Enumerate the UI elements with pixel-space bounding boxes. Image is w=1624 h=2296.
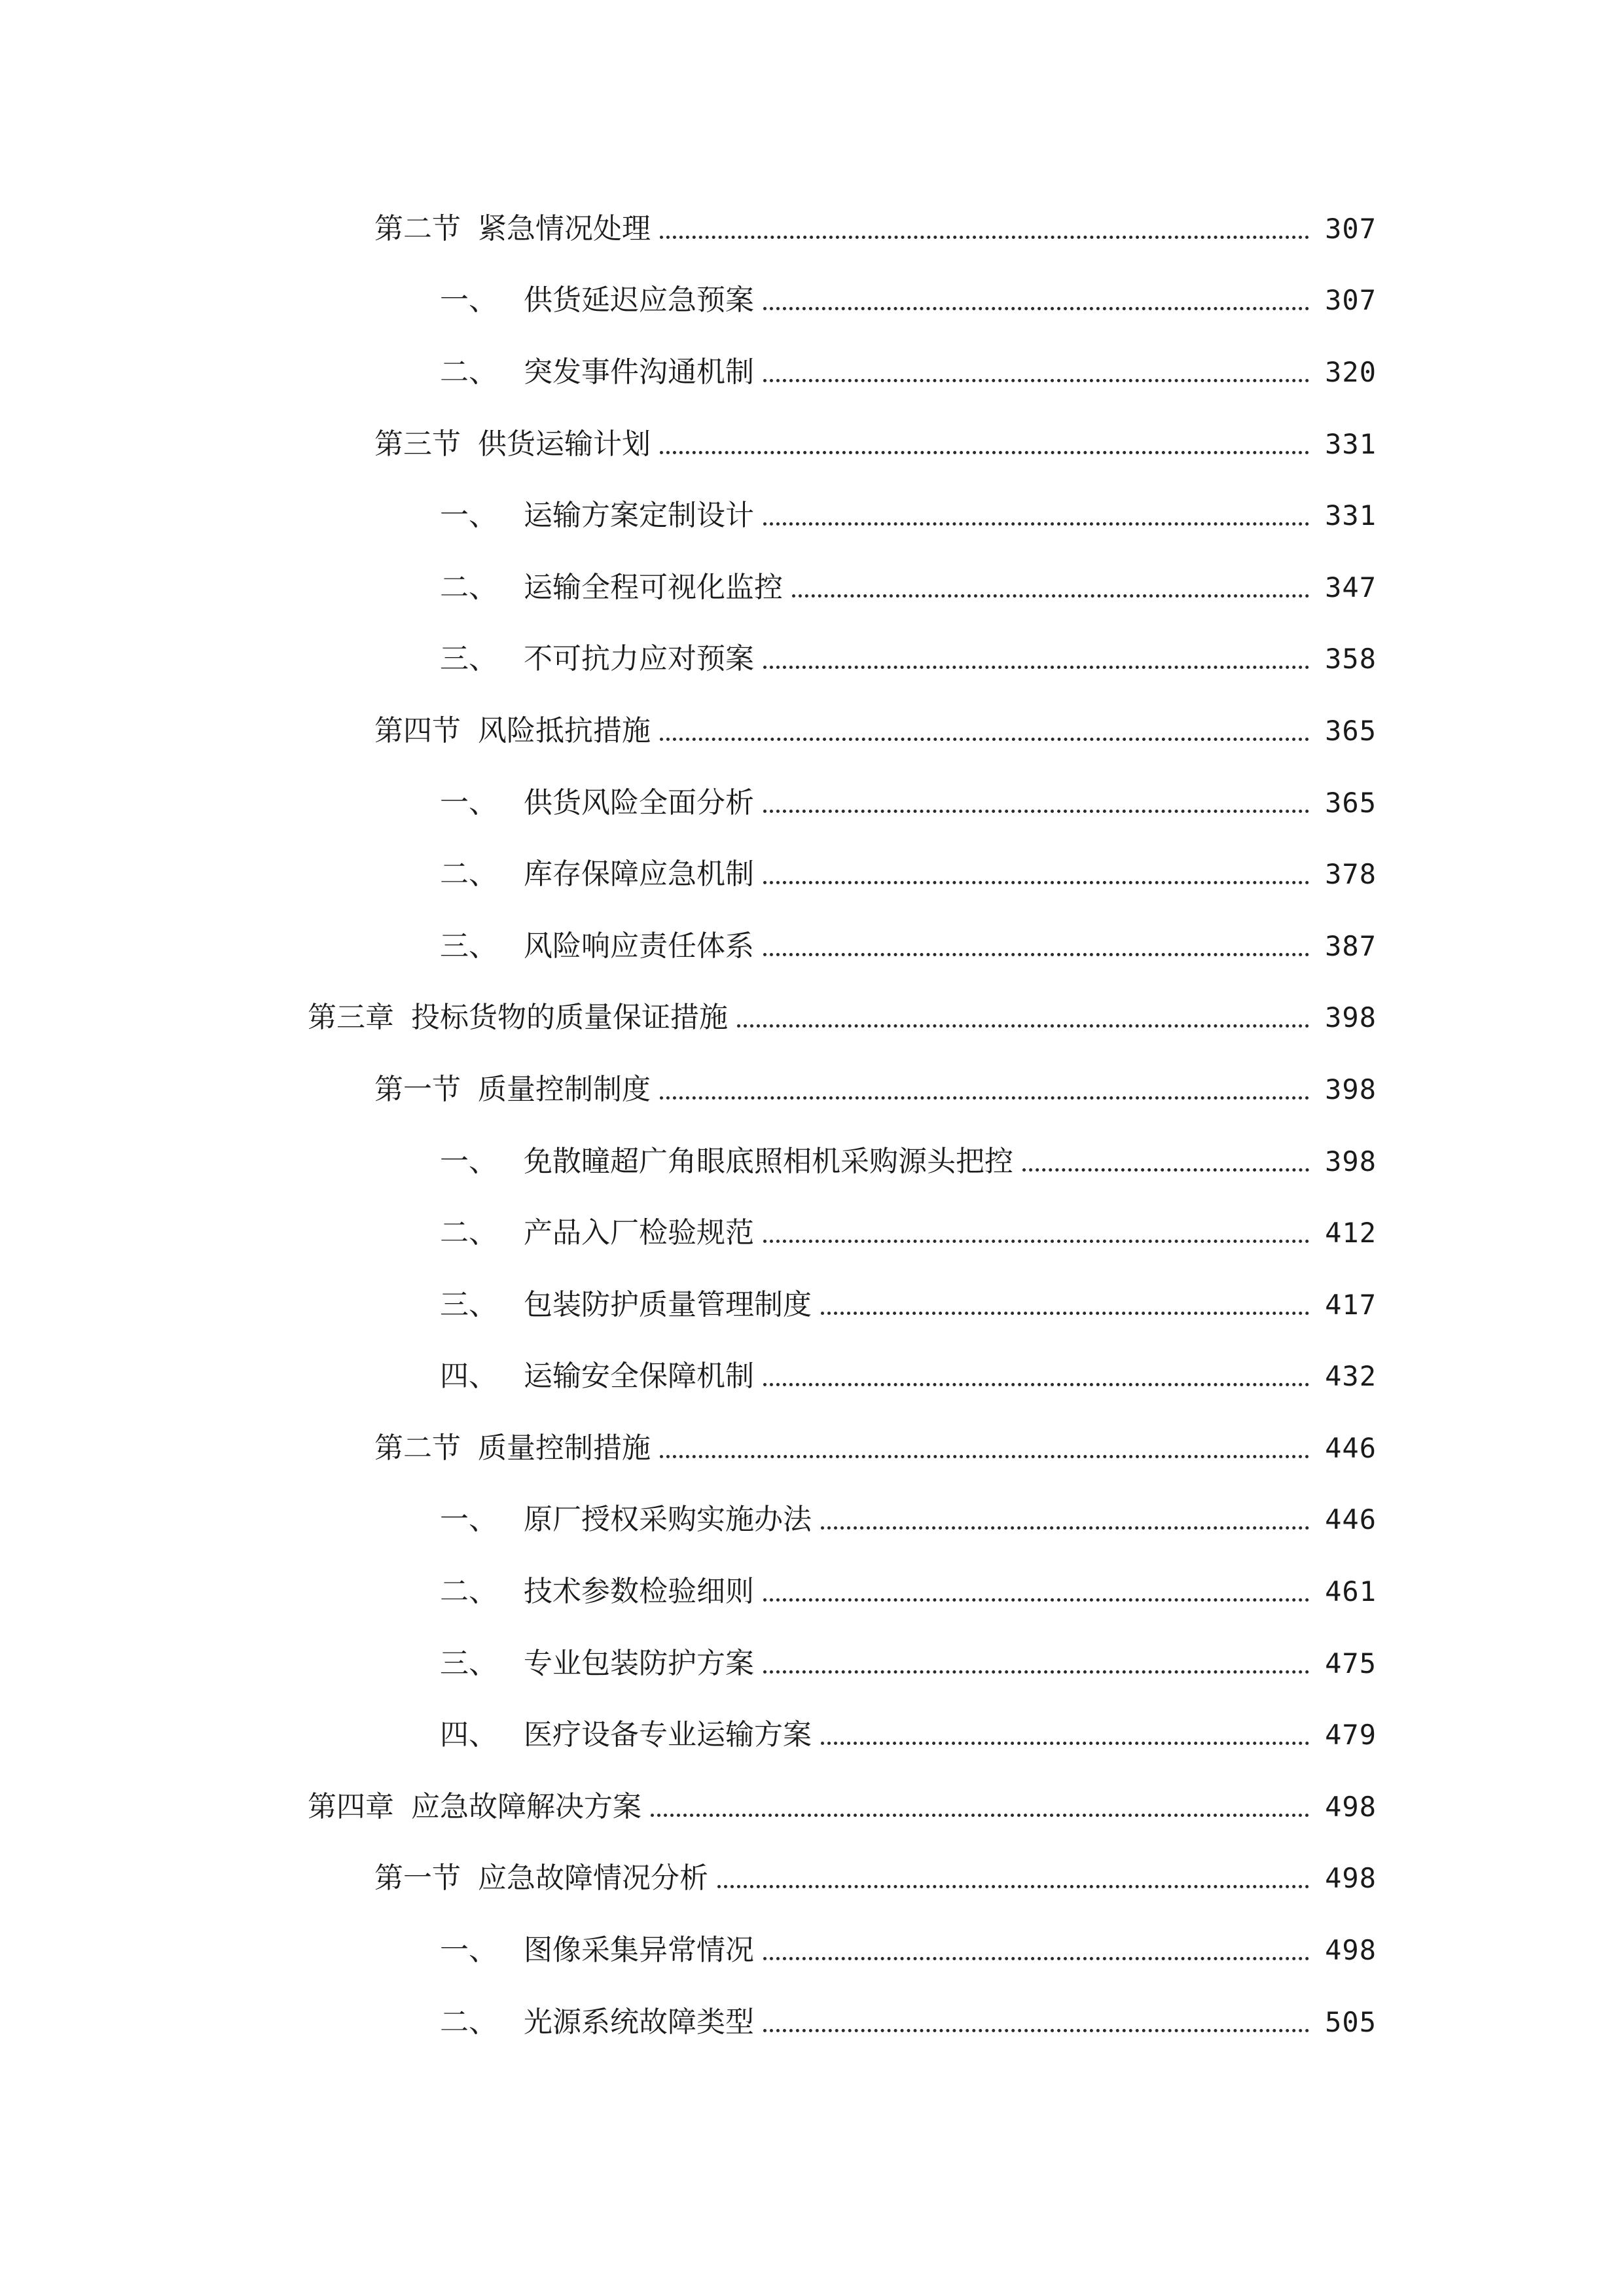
toc-leader-dots (763, 379, 1309, 382)
toc-entry-page: 358 (1325, 643, 1377, 675)
toc-leader-dots (737, 1024, 1309, 1028)
toc-leader-dots (763, 307, 1309, 310)
toc-leader-dots (660, 1096, 1309, 1100)
toc-leader-dots (763, 953, 1309, 956)
toc-leader-dots (821, 1742, 1309, 1745)
toc-entry-number: 三、 (440, 642, 497, 676)
toc-entry-title: 光源系统故障类型 (524, 2005, 754, 2039)
toc-entry-title: 质量控制制度 (478, 1072, 651, 1106)
toc-entry-page: 307 (1325, 284, 1377, 317)
toc-entry-label (440, 1197, 754, 1269)
toc-entry-page: 398 (1325, 1073, 1377, 1105)
toc-entry-page: 446 (1325, 1431, 1377, 1464)
toc-leader-dots (821, 1312, 1309, 1315)
toc-leader-dots (763, 2029, 1309, 2032)
toc-entry-label (440, 1986, 754, 2058)
toc-entry-number: 二、 (440, 2005, 497, 2039)
toc-entry[interactable] (0, 552, 1624, 624)
toc-entry-number: 一、 (440, 283, 497, 317)
toc-entry[interactable] (0, 1412, 1624, 1484)
toc-leader-dots (821, 1526, 1309, 1530)
toc-entry-label (440, 552, 783, 624)
toc-entry[interactable] (0, 193, 1624, 265)
toc-entry-page: 398 (1325, 1145, 1377, 1177)
toc-entry-title: 图像采集异常情况 (524, 1933, 754, 1967)
toc-entry[interactable] (0, 1699, 1624, 1771)
toc-entry[interactable] (0, 1914, 1624, 1986)
toc-entry-title: 技术参数检验细则 (524, 1575, 754, 1609)
toc-entry-number: 第三章 (308, 1001, 394, 1035)
toc-entry[interactable] (0, 624, 1624, 696)
toc-entry-label (374, 193, 651, 265)
toc-entry-page: 417 (1325, 1288, 1377, 1321)
toc-entry-page: 412 (1325, 1217, 1377, 1249)
toc-leader-dots (660, 1455, 1309, 1458)
toc-entry-title: 运输方案定制设计 (524, 499, 754, 533)
toc-entry[interactable] (0, 1843, 1624, 1915)
toc-entry-label (374, 1843, 708, 1915)
toc-entry-title: 供货风险全面分析 (524, 785, 754, 819)
toc-entry-number: 一、 (440, 1933, 497, 1967)
toc-entry-number: 二、 (440, 857, 497, 891)
toc-entry-page: 446 (1325, 1503, 1377, 1536)
toc-leader-dots (763, 1240, 1309, 1243)
toc-entry[interactable] (0, 265, 1624, 337)
toc-leader-dots (763, 1670, 1309, 1674)
toc-entry-title: 风险抵抗措施 (478, 713, 651, 747)
toc-entry-title: 紧急情况处理 (478, 211, 651, 245)
toc-entry-number: 第一节 (374, 1072, 461, 1106)
toc-entry-page: 331 (1325, 427, 1377, 460)
toc-entry-label (440, 838, 754, 910)
toc-entry[interactable] (0, 1484, 1624, 1556)
toc-entry-number: 二、 (440, 1216, 497, 1250)
toc-entry[interactable] (0, 1269, 1624, 1341)
toc-entry-page: 365 (1325, 714, 1377, 747)
toc-entry[interactable] (0, 910, 1624, 982)
table-of-contents (0, 193, 1624, 2058)
toc-entry-label (440, 1484, 812, 1556)
toc-entry-number: 第四节 (374, 713, 461, 747)
toc-leader-dots (660, 236, 1309, 239)
toc-entry-title: 应急故障解决方案 (411, 1789, 641, 1823)
toc-leader-dots (763, 881, 1309, 884)
toc-entry-title: 突发事件沟通机制 (524, 355, 754, 389)
toc-entry-label (440, 336, 754, 408)
toc-entry-page: 378 (1325, 858, 1377, 891)
toc-leader-dots (763, 1957, 1309, 1960)
toc-entry-label (440, 1628, 754, 1700)
toc-entry[interactable] (0, 1771, 1624, 1843)
toc-entry-label (440, 624, 754, 696)
toc-entry-page: 398 (1325, 1001, 1377, 1034)
toc-entry-label (440, 480, 754, 552)
toc-entry-title: 风险响应责任体系 (524, 929, 754, 963)
toc-entry-label (374, 408, 651, 480)
toc-entry[interactable] (0, 1986, 1624, 2058)
toc-entry[interactable] (0, 1628, 1624, 1700)
toc-entry-page: 432 (1325, 1360, 1377, 1393)
toc-entry-page: 307 (1325, 212, 1377, 245)
toc-entry-number: 四、 (440, 1359, 497, 1393)
toc-entry-label (440, 767, 754, 839)
toc-entry-label (440, 1126, 1013, 1198)
toc-entry[interactable] (0, 1197, 1624, 1269)
toc-entry[interactable] (0, 982, 1624, 1054)
toc-entry-label (308, 1771, 641, 1843)
toc-leader-dots (792, 594, 1309, 598)
toc-entry[interactable] (0, 1054, 1624, 1126)
toc-entry-number: 一、 (440, 785, 497, 819)
toc-entry-page: 498 (1325, 1790, 1377, 1823)
toc-entry-page: 347 (1325, 571, 1377, 603)
toc-entry-number: 二、 (440, 355, 497, 389)
toc-entry-page: 320 (1325, 355, 1377, 388)
toc-leader-dots (660, 738, 1309, 741)
toc-entry[interactable] (0, 1556, 1624, 1628)
toc-entry-number: 第二节 (374, 1431, 461, 1465)
toc-entry-title: 免散瞳超广角眼底照相机采购源头把控 (524, 1144, 1013, 1178)
toc-entry-page: 479 (1325, 1719, 1377, 1751)
toc-entry-number: 三、 (440, 1646, 497, 1680)
toc-entry-title: 质量控制措施 (478, 1431, 651, 1465)
toc-entry[interactable] (0, 1126, 1624, 1198)
toc-entry-label (374, 695, 651, 767)
toc-entry-title: 应急故障情况分析 (478, 1861, 708, 1895)
toc-entry-page: 505 (1325, 2005, 1377, 2038)
toc-entry-title: 医疗设备专业运输方案 (524, 1718, 812, 1752)
toc-entry-label (440, 1269, 812, 1341)
toc-entry-title: 运输全程可视化监控 (524, 570, 783, 604)
toc-entry-title: 供货延迟应急预案 (524, 283, 754, 317)
toc-entry-label (440, 265, 754, 337)
toc-entry-label (440, 1914, 754, 1986)
toc-entry-page: 365 (1325, 786, 1377, 819)
toc-entry-page: 461 (1325, 1575, 1377, 1608)
toc-entry-number: 三、 (440, 1287, 497, 1321)
toc-entry[interactable] (0, 336, 1624, 408)
toc-entry[interactable] (0, 1341, 1624, 1413)
toc-leader-dots (763, 1598, 1309, 1602)
toc-entry-title: 产品入厂检验规范 (524, 1216, 754, 1250)
toc-leader-dots (717, 1885, 1309, 1888)
toc-leader-dots (763, 522, 1309, 526)
toc-entry-page: 498 (1325, 1934, 1377, 1967)
toc-entry-number: 一、 (440, 1144, 497, 1178)
toc-entry-page: 475 (1325, 1647, 1377, 1679)
toc-entry-label (440, 1556, 754, 1628)
toc-entry-title: 包装防护质量管理制度 (524, 1287, 812, 1321)
toc-entry-label (308, 982, 728, 1054)
toc-entry-label (440, 1341, 754, 1413)
toc-leader-dots (660, 451, 1309, 454)
toc-entry-page: 498 (1325, 1862, 1377, 1895)
toc-entry-label (440, 910, 754, 982)
toc-entry[interactable] (0, 695, 1624, 767)
toc-entry[interactable] (0, 480, 1624, 552)
toc-leader-dots (763, 810, 1309, 813)
toc-entry-number: 第二节 (374, 211, 461, 245)
toc-entry-title: 原厂授权采购实施办法 (524, 1503, 812, 1537)
toc-entry-number: 第一节 (374, 1861, 461, 1895)
toc-entry-number: 三、 (440, 929, 497, 963)
toc-leader-dots (1022, 1168, 1309, 1172)
toc-entry-number: 二、 (440, 570, 497, 604)
toc-entry-page: 331 (1325, 499, 1377, 532)
toc-entry-label (374, 1054, 651, 1126)
toc-leader-dots (651, 1814, 1309, 1817)
toc-entry-label (440, 1699, 812, 1771)
toc-entry-number: 第三节 (374, 427, 461, 461)
toc-entry-page: 387 (1325, 929, 1377, 962)
toc-entry-title: 不可抗力应对预案 (524, 642, 754, 676)
toc-entry-number: 第四章 (308, 1789, 394, 1823)
toc-entry-title: 库存保障应急机制 (524, 857, 754, 891)
toc-entry[interactable] (0, 767, 1624, 839)
toc-entry[interactable] (0, 838, 1624, 910)
toc-entry-number: 一、 (440, 1503, 497, 1537)
toc-entry-number: 四、 (440, 1718, 497, 1752)
toc-entry-title: 运输安全保障机制 (524, 1359, 754, 1393)
toc-entry-title: 供货运输计划 (478, 427, 651, 461)
toc-leader-dots (763, 666, 1309, 669)
toc-entry[interactable] (0, 408, 1624, 480)
toc-entry-title: 投标货物的质量保证措施 (411, 1001, 728, 1035)
toc-entry-number: 一、 (440, 499, 497, 533)
toc-entry-title: 专业包装防护方案 (524, 1646, 754, 1680)
toc-entry-label (374, 1412, 651, 1484)
toc-leader-dots (763, 1383, 1309, 1386)
toc-entry-number: 二、 (440, 1575, 497, 1609)
